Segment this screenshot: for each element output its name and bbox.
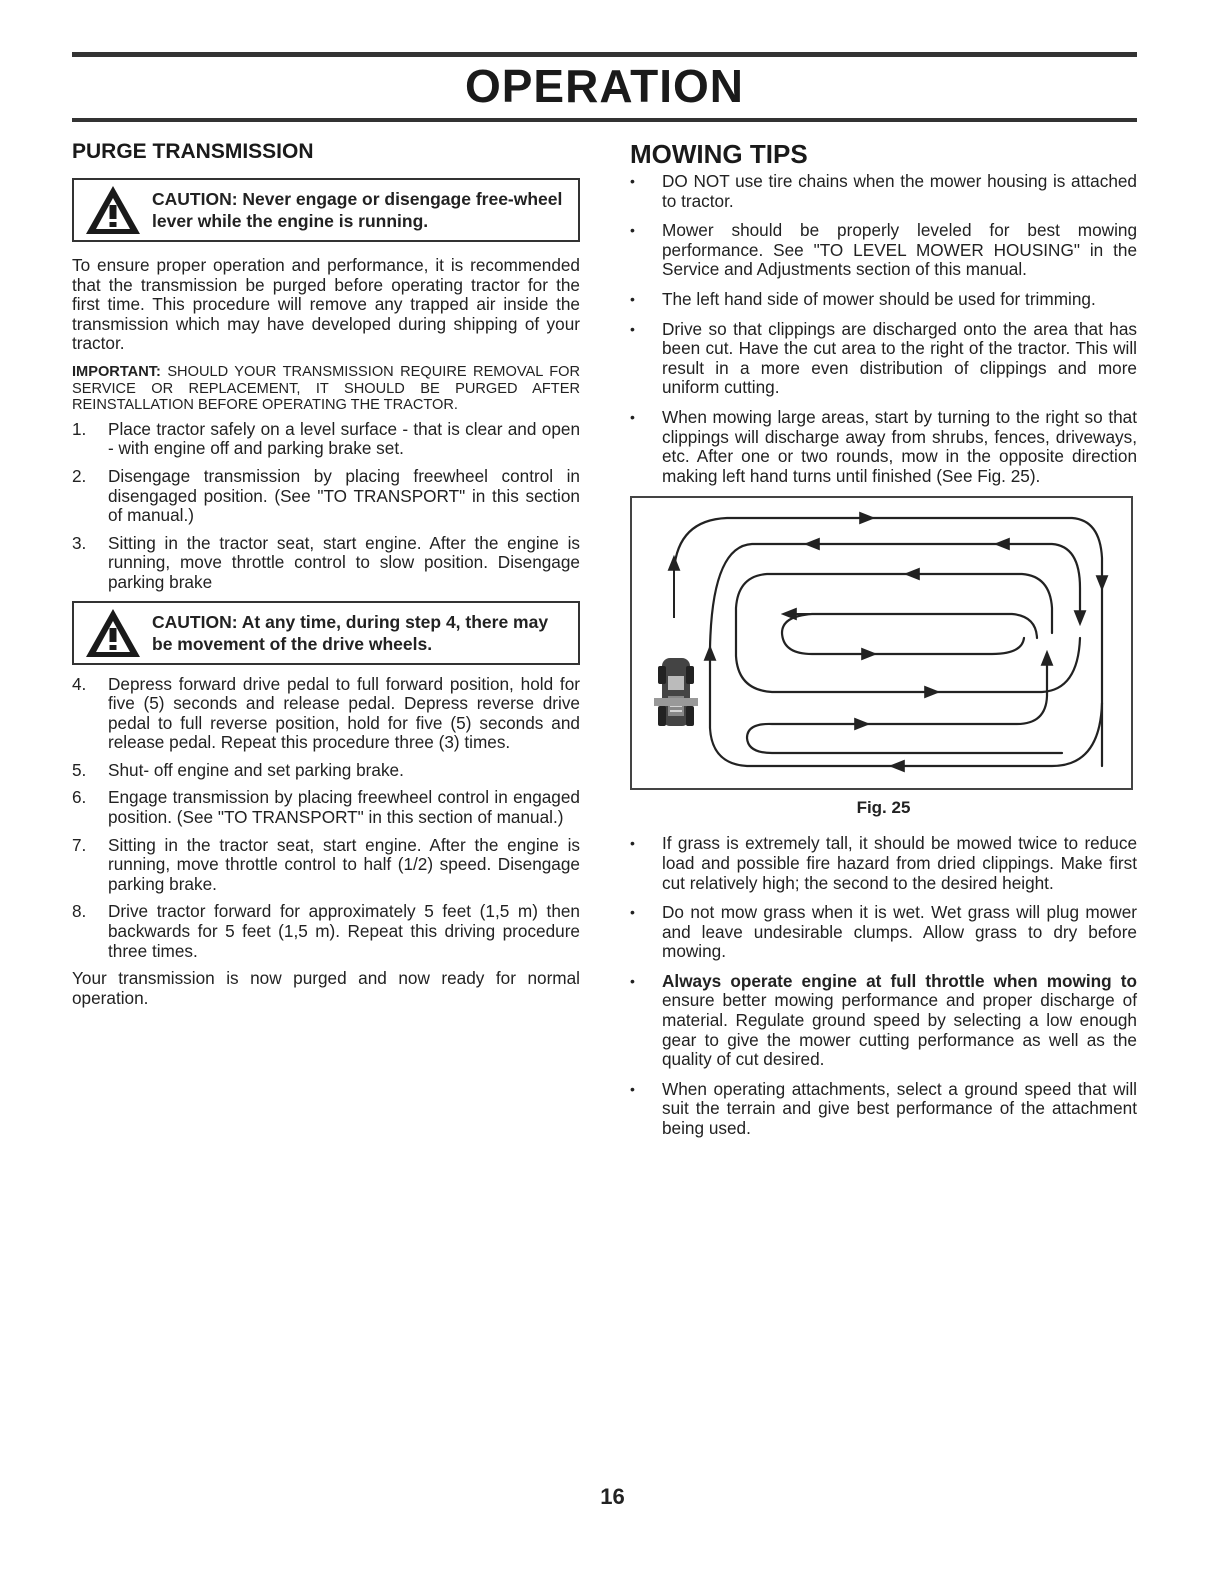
step-number: 4. <box>72 673 87 694</box>
bullet-icon: • <box>630 290 635 307</box>
tip-text: DO NOT use tire chains when the mower housing is attached to tractor. <box>662 171 1137 211</box>
mowing-path-inner <box>782 614 1037 654</box>
bullet-icon: • <box>630 222 635 239</box>
step-item <box>72 902 580 961</box>
title-underline-rule <box>72 118 1137 122</box>
bullet-icon: • <box>630 408 635 425</box>
bullet-icon: • <box>630 972 635 989</box>
purge-steps-list-a <box>72 420 580 593</box>
page-title: OPERATION <box>464 60 745 112</box>
tip-text: If grass is extremely tall, it should be mowed twice to reduce load and possible fire hazard from dried clippings. Make first cut relatively high; the second to the desired height. <box>662 833 1137 893</box>
step-number: 8. <box>72 901 87 922</box>
mowing-path-outer <box>674 518 1102 766</box>
step-item <box>72 836 580 895</box>
bullet-icon: • <box>630 904 635 921</box>
tip-item <box>630 320 1137 398</box>
warning-triangle-icon <box>84 184 142 236</box>
step-text: Engage transmission by placing freewheel control in engaged position. (See "TO TRANSPORT" in this section of manual.) <box>108 787 580 828</box>
purge-outro: Your transmission is now purged and now ready for normal operation. <box>72 968 580 1008</box>
tractor-icon <box>654 658 698 726</box>
important-text: SHOULD YOUR TRANSMISSION REQUIRE REMOVAL FOR SERVICE OR REPLACEMENT, IT SHOULD BE PURGED AFTER REINSTALLATION BEFORE OPERATING THE TRACTOR. <box>72 363 580 414</box>
mowing-path-loop-2-lower <box>736 574 1080 692</box>
purge-steps-list-b <box>72 675 580 962</box>
bullet-icon: • <box>630 835 635 852</box>
mowing-path-lower <box>747 658 1062 753</box>
caution-box-drive-wheels <box>72 601 580 665</box>
top-rule <box>72 52 1137 57</box>
step-number: 6. <box>72 787 87 808</box>
tip-item <box>630 172 1137 211</box>
step-text: Drive tractor forward for approximately 5 feet (1,5 m) then backwards for 5 feet (1,5 m). Repeat this driving procedure three times. <box>108 901 580 961</box>
bullet-icon: • <box>630 320 635 337</box>
tip-item <box>630 1080 1137 1139</box>
page-number: 16 <box>600 1484 625 1509</box>
mowing-pattern-diagram <box>632 498 1131 788</box>
tip-item <box>630 834 1137 893</box>
step-item <box>72 467 580 526</box>
mowing-path-outer-bottom <box>710 648 1102 766</box>
step-text: Place tractor safely on a level surface - that is clear and open - with engine off and parking brake set. <box>108 418 580 459</box>
tip-text: When mowing large areas, start by turning to the right so that clippings will discharge away from shrubs, fences, driveways, etc. After one or two rounds, mow in the opposite direction making left hand turns until finished (See Fig. 25). <box>662 406 1137 486</box>
mowing-path-loop-2 <box>710 544 1080 648</box>
caution-box-freewheel <box>72 178 580 242</box>
tip-text-bold: Always operate engine at full throttle when mowing to <box>662 970 1137 991</box>
mowing-tips-list-a <box>630 172 1137 486</box>
caution-text-freewheel: CAUTION: Never engage or disengage free-wheel lever while the engine is running. <box>152 189 563 231</box>
mowing-tips-section <box>630 138 1137 1149</box>
step-text: Sitting in the tractor seat, start engine. After the engine is running, move throttle control to half (1/2) speed. Disengage parking brake. <box>108 834 580 894</box>
step-number: 7. <box>72 834 87 855</box>
step-number: 3. <box>72 532 87 553</box>
step-item <box>72 675 580 753</box>
step-item <box>72 534 580 593</box>
important-label: IMPORTANT: <box>72 363 161 380</box>
caution-text-drive-wheels: CAUTION: At any time, during step 4, there may be movement of the drive wheels. <box>152 611 549 654</box>
tip-text: Mower should be properly leveled for best mowing performance. See "TO LEVEL MOWER HOUSING" in the Service and Adjustments section of this manual. <box>662 220 1137 280</box>
tip-item <box>630 290 1137 310</box>
tip-item <box>630 903 1137 962</box>
purge-intro: To ensure proper operation and performance, it is recommended that the transmission be purged before operating tractor for the first time. This procedure will remove any trapped air inside the transmission which may have developed during shipping of your tractor. <box>72 255 580 354</box>
bullet-icon: • <box>630 1080 635 1097</box>
step-item <box>72 788 580 827</box>
step-text: Depress forward drive pedal to full forward position, hold for five (5) seconds and release pedal. Depress reverse drive pedal to full reverse position, hold for five (5) seconds and release pedal. Repeat this procedure three (3) times. <box>108 673 580 753</box>
step-number: 5. <box>72 759 87 780</box>
tip-text: Do not mow grass when it is wet. Wet grass will plug mower and leave undesirable clumps. Allow grass to dry before mowing. <box>662 902 1137 962</box>
step-number: 1. <box>72 418 87 439</box>
tip-text: When operating attachments, select a ground speed that will suit the terrain and give best performance of the attachment being used. <box>662 1078 1137 1139</box>
step-text: Disengage transmission by placing freewheel control in disengaged position. (See "TO TRANSPORT" in this section of manual.) <box>108 465 580 526</box>
step-text: Sitting in the tractor seat, start engine. After the engine is running, move throttle control to slow position. Disengage parking brake <box>108 532 580 592</box>
mowing-heading: MOWING TIPS <box>630 139 808 169</box>
warning-triangle-icon <box>84 607 142 659</box>
mowing-tips-list-b <box>630 834 1137 1138</box>
tip-text: Drive so that clippings are discharged onto the area that has been cut. Have the cut area to the right of the tractor. This will result in a more even distribution of clippings and more uniform cutting. <box>662 318 1137 398</box>
bullet-icon: • <box>630 173 635 189</box>
purge-heading: PURGE TRANSMISSION <box>72 140 314 163</box>
tip-text: The left hand side of mower should be used for trimming. <box>662 288 1096 309</box>
tip-item <box>630 221 1137 280</box>
important-note <box>72 364 580 414</box>
step-item <box>72 420 580 459</box>
purge-transmission-section <box>72 138 580 1008</box>
step-text: Shut- off engine and set parking brake. <box>108 759 404 780</box>
figure-caption: Fig. 25 <box>856 798 911 818</box>
tip-text: ensure better mowing performance and proper discharge of material. Regulate ground speed by selecting a low enough gear to give the mower cutting performance as well as the quality of cut desired. <box>662 990 1137 1070</box>
tip-item <box>630 408 1137 486</box>
step-number: 2. <box>72 465 87 486</box>
step-item <box>72 761 580 781</box>
mowing-pattern-figure <box>630 496 1133 790</box>
tip-item-throttle <box>630 972 1137 1070</box>
